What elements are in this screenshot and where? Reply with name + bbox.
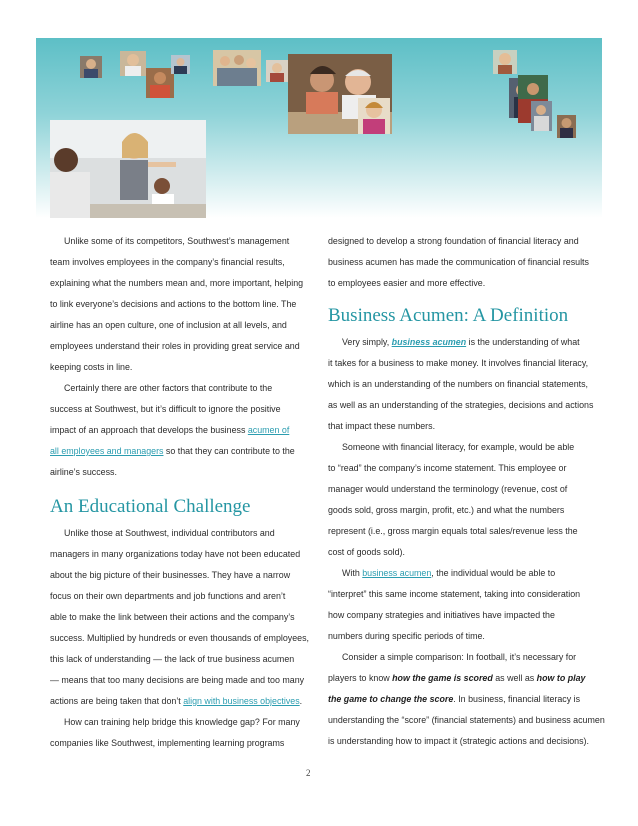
text-fragment: so that they can contribute to the [163, 446, 295, 456]
photo-group [213, 50, 261, 86]
text-line: it takes for a business to make money. It involves financial literacy, [328, 358, 589, 368]
photo-small-5 [266, 60, 288, 82]
text-line: employees understand their roles in providing great service and [50, 341, 300, 351]
business-acumen-link[interactable]: business acumen [362, 568, 432, 578]
paragraph-interpret [328, 563, 590, 647]
text-line: Consider a simple comparison: In football, it’s necessary for [342, 652, 577, 662]
text-line: success at Southwest, but it’s difficult to ignore the positive [50, 404, 281, 414]
heading-business-acumen-definition: Business Acumen: A Definition [328, 305, 569, 326]
text-fragment: players to know [328, 673, 393, 683]
emphasis-change-score: the game to change the score [328, 694, 454, 704]
photo-woman-smiling [358, 98, 390, 134]
text-line: goods sold, gross margin, profit, etc.) and what the numbers [328, 505, 565, 515]
text-line: that impact these numbers. [328, 421, 436, 431]
text-line: manager would understand the terminology (revenue, cost of [328, 484, 568, 494]
text-fragment: impact of an approach that develops the business [50, 425, 248, 435]
paragraph-definition [328, 332, 594, 437]
text-line: airline has an open culture, one of inclusion at all levels, and [50, 320, 287, 330]
text-fragment: With [342, 568, 363, 578]
text-line: explaining what the numbers mean and, more important, helping [50, 278, 304, 288]
paragraph-educational-challenge [50, 523, 312, 712]
paragraph-southwest-intro [50, 231, 312, 378]
text-line: Unlike those at Southwest, individual contributors and [64, 528, 275, 538]
photo-tall-3 [531, 101, 552, 131]
header-banner [36, 38, 602, 218]
text-line: how company strategies and initiatives have impacted the [328, 610, 555, 620]
text-fragment: actions are being taken that don’t [50, 696, 184, 706]
photo-small-6 [493, 50, 517, 74]
text-line: companies like Southwest, implementing learning programs [50, 738, 285, 748]
paragraph-football [328, 647, 605, 752]
text-line: which is an understanding of the numbers on financial statements, [328, 379, 588, 389]
text-line: “interpret” this same income statement, taking into consideration [328, 589, 581, 599]
text-line: keeping costs in line. [50, 362, 133, 372]
emphasis-game-scored: how the game is scored [392, 673, 493, 683]
text-line: is understanding how to impact it (strategic actions and decisions). [328, 736, 589, 746]
text-line: — means that too many decisions are being made and too many [50, 675, 305, 685]
right-column [328, 231, 605, 752]
text-fragment: . [299, 696, 303, 706]
text-line: able to make the link between their actions and the company’s [50, 612, 295, 622]
text-line: business acumen has made the communication of financial results [328, 257, 589, 267]
heading-educational-challenge: An Educational Challenge [50, 496, 251, 517]
paragraph-training-gap [50, 712, 312, 754]
text-fragment: , the individual would be able to [431, 568, 556, 578]
paragraph-continued [328, 231, 590, 294]
photo-small-4 [171, 55, 190, 74]
text-line: Someone with financial literacy, for example, would be able [342, 442, 575, 452]
photo-small-3 [146, 68, 174, 98]
text-line: about the big picture of their businesses. They have a narrow [50, 570, 291, 580]
photo-small-7 [557, 115, 576, 138]
align-business-objectives-link[interactable]: align with business objectives [183, 696, 300, 706]
text-line: to employees easier and more effective. [328, 278, 486, 288]
text-line: Certainly there are other factors that contribute to the [64, 383, 273, 393]
photo-meeting [50, 120, 206, 218]
text-line: numbers during specific periods of time. [328, 631, 485, 641]
text-line: airline’s success. [50, 467, 117, 477]
text-line: How can training help bridge this knowledge gap? For many [64, 717, 300, 727]
emphasis-how-to-play: how to play [536, 673, 586, 683]
all-employees-managers-link[interactable]: all employees and managers [50, 446, 164, 456]
paragraph-other-factors [50, 378, 312, 483]
text-line: represent (i.e., gross margin equals total sales/revenue less the [328, 526, 578, 536]
text-fragment: . In business, financial literacy is [453, 694, 581, 704]
photo-small-1 [80, 56, 102, 78]
left-column [50, 231, 312, 754]
text-line: cost of goods sold). [328, 547, 405, 557]
text-fragment: is the understanding of what [466, 337, 580, 347]
text-line: focus on their own departments and job functions and aren’t [50, 591, 286, 601]
text-line: as well as an understanding of the strategies, decisions and actions [328, 400, 594, 410]
text-fragment: Very simply, [342, 337, 392, 347]
text-fragment: as well as [492, 673, 537, 683]
text-line: to link everyone’s decisions and actions to the bottom line. The [50, 299, 297, 309]
photo-small-2 [120, 51, 146, 76]
text-line: team involves employees in the company’s financial results, [50, 257, 285, 267]
text-line: managers in many organizations today have not been educated [50, 549, 301, 559]
text-line: success. Multiplied by hundreds or even thousands of employees, [50, 633, 310, 643]
page-number: 2 [306, 768, 311, 778]
text-line: to “read” the company’s income statement. This employee or [328, 463, 567, 473]
text-line: understanding the “score” (financial statements) and business acumen [328, 715, 605, 725]
paragraph-financial-literacy [328, 437, 590, 563]
business-acumen-link-bold[interactable]: business acumen [391, 337, 467, 347]
text-line: this lack of understanding — the lack of true business acumen [50, 654, 295, 664]
acumen-of-employees-link[interactable]: acumen of [247, 425, 290, 435]
text-line: designed to develop a strong foundation of financial literacy and [328, 236, 579, 246]
text-line: Unlike some of its competitors, Southwest’s management [64, 236, 290, 246]
